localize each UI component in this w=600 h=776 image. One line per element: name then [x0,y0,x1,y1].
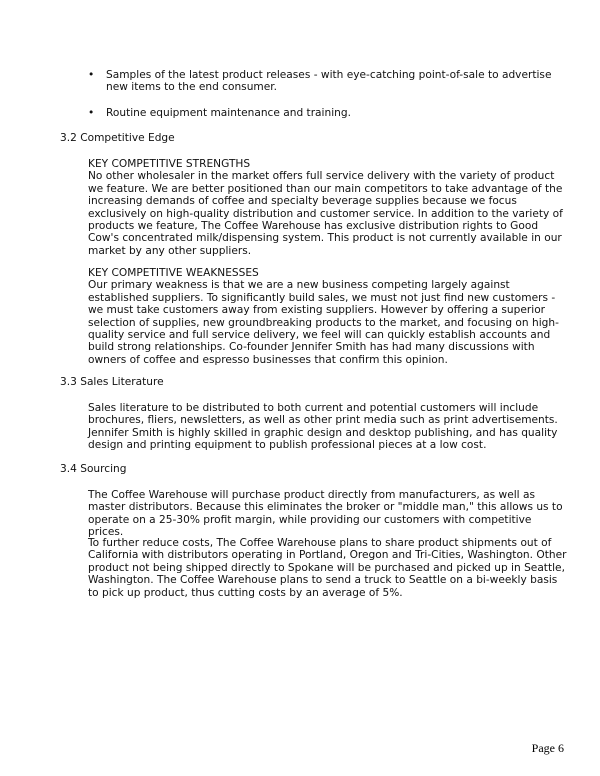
section-heading-sourcing: 3.4 Sourcing [60,463,127,475]
page-number: Page 6 [531,741,564,755]
list-item [88,69,558,94]
section-heading-sales-literature: 3.3 Sales Literature [60,376,164,388]
list-item [88,107,558,119]
bullet-text: Routine equipment maintenance and training. [106,106,351,119]
bullet-icon: • [88,69,95,81]
bullet-icon: • [88,106,95,119]
bullet-list [88,69,558,132]
strengths-block [88,158,568,257]
weaknesses-block [88,267,568,366]
strengths-heading: KEY COMPETITIVE STRENGTHS [88,158,251,170]
sales-literature-text: Sales literature to be distributed to both current and potential customers will include brochures, fliers, newsletters, as well as other print media such as print advertisements. Jennifer Smith is highly skilled in graphic design and desktop publishing, and has quality design and printing equipment to publish professional pieces at a low cost. [88,402,558,452]
sourcing-text-2: To further reduce costs, The Coffee Warehouse plans to share product shipments out of California with distributors operating in Portland, Oregon and Tri-Cities, Washington. Other product not being shipped directly to Spokane will be purchased and picked up in Seattle, Washington. The Coffee Warehouse plans to send a truck to Seattle on a bi-weekly basis to pick up product, thus cutting costs by an average of 5%. [88,537,567,599]
weaknesses-heading: KEY COMPETITIVE WEAKNESSES [88,267,259,279]
section-heading-competitive-edge: 3.2 Competitive Edge [60,132,175,144]
weaknesses-text: Our primary weakness is that we are a new business competing largely against established suppliers. To significantly build sales, we must not just find new customers - we must take customers away from existing suppliers. However by offering a superior selection of supplies, new groundbreaking products to the market, and focusing on high-quality service and full service delivery, we feel will can quickly establish accounts and build strong relationships. Co-founder Jennifer Smith has had many discussions with owners of coffee and espresso businesses that confirm this opinion. [88,279,559,366]
sourcing-text-1: The Coffee Warehouse will purchase product directly from manufacturers, as well as master distributors. Because this eliminates the broker or "middle man," this allows us to operate on a 25-30% profit margin, while providing our customers with competitive prices. [88,489,563,539]
strengths-text: No other wholesaler in the market offers full service delivery with the variety of product we feature. We are better positioned than our main competitors to take advantage of the increasing demands of coffee and specialty beverage supplies because we focus exclusively on high-quality distribution and customer service. In addition to the variety of products we feature, The Coffee Warehouse has exclusive distribution rights to Good Cow's concentrated milk/dispensing system. This product is not currently available in our market by any other suppliers. [88,170,563,257]
bullet-text: Samples of the latest product releases - with eye-catching point-of-sale to advertise new items to the end consumer. [106,69,552,94]
